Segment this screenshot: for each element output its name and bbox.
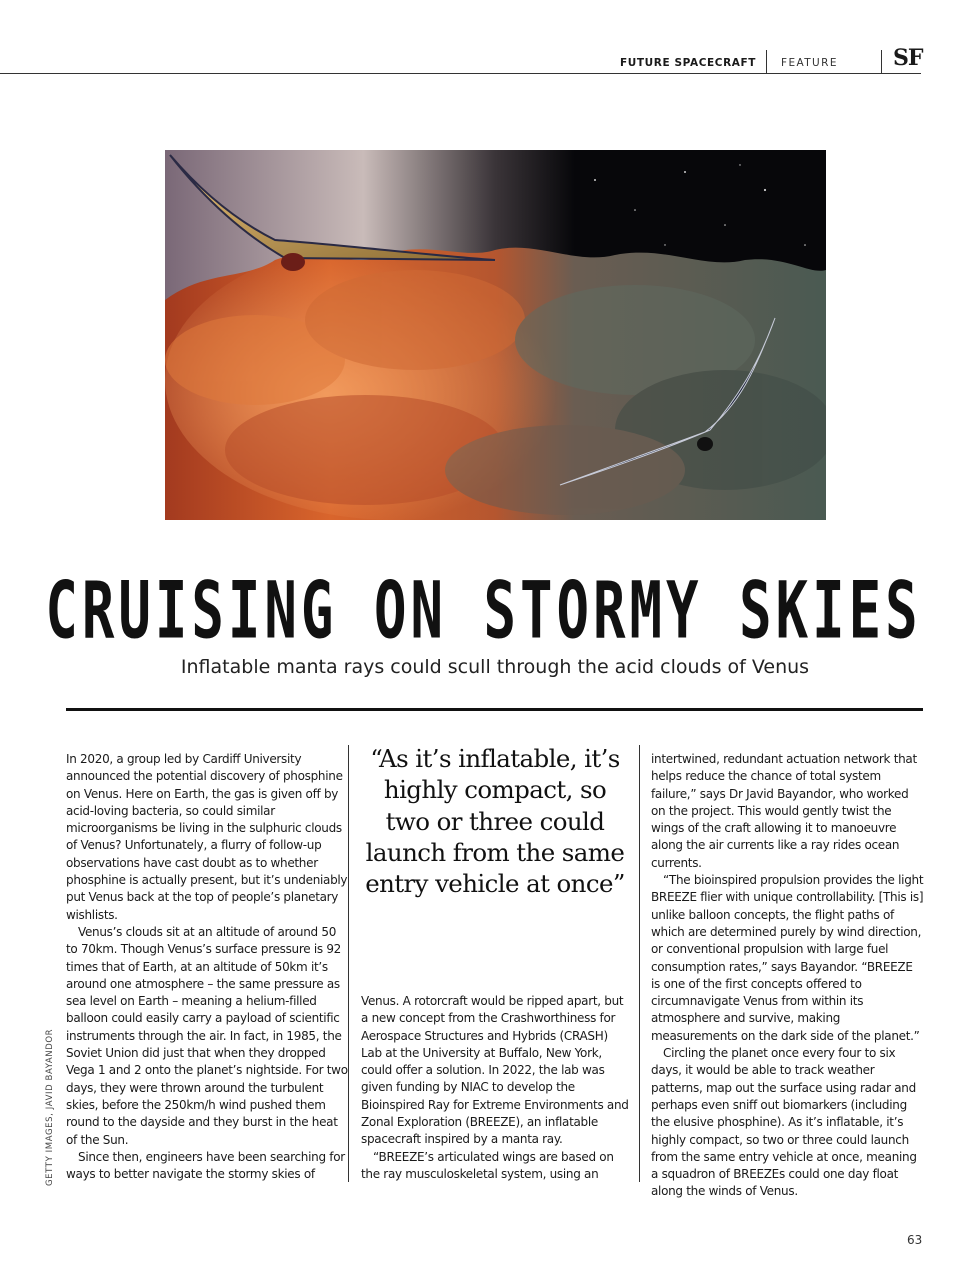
body-paragraph: Since then, engineers have been searching for ways to better navigate the stormy skies of: [66, 1149, 345, 1182]
hero-image: [165, 150, 826, 520]
header-divider: [881, 50, 882, 73]
body-paragraph: Venus’s clouds sit at an altitude of around 50 to 70km. Though Venus’s surface pressure is 92 times that of Earth, at an altitude of 50km it’s around one atmosphere – the same pressure as sea level on Earth – meaning a helium-filled balloon could easily carry a payload of scientific instruments through the air. In fact, in 1985, the Soviet Union did just that when they dropped Vega 1 and 2 onto the planet’s nightside. For two days, they were thrown around the turbulent skies, before the 250km/h wind pushed them round to the dayside and they burst in the heat of the Sun.: [66, 924, 348, 1147]
section-label: FUTURE SPACECRAFT: [620, 57, 757, 69]
body-paragraph: In 2020, a group led by Cardiff University announced the potential discovery of phosphine on Venus. Here on Earth, the gas is given off by acid-loving bacteria, so could similar microorganisms be living in the sulphuric clouds of Venus? Unfortunately, a flurry of follow-up observations have cast doubt as to whether phosphine is actually present, but it’s undeniably put Venus back at the top of people’s planetary wishlists.: [66, 752, 348, 922]
article-title: CRUISING ON STORMY SKIES: [45, 564, 922, 657]
magazine-logo: SF: [893, 45, 923, 71]
body-paragraph: “BREEZE’s articulated wings are based on the ray musculoskeletal system, using an: [361, 1149, 614, 1181]
body-paragraph: Circling the planet once every four to six days, it would be able to track weather patterns, map out the surface using radar and perhaps even sniff out biomarkers (including the elusive phosphine). As it’s inflatable, it’s highly compact, so two or three could launch from the same entry vehicle at once, meaning a squadron of BREEZEs could one day float along the winds of Venus.: [651, 1046, 917, 1199]
header-rule: [0, 73, 921, 74]
header-divider: [766, 50, 767, 73]
body-column-3: [651, 751, 924, 1201]
image-credit: GETTY IMAGES, JAVID BAYANDOR: [45, 1028, 55, 1186]
body-paragraph: “The bioinspired propulsion provides the light BREEZE flier with unique controllability. [This is] unlike balloon concepts, the flight paths of which are determined purely by wind direction, or conventional propulsion with large fuel consumption rates,” says Bayandor. “BREEZE is one of the first concepts offered to circumnavigate Venus from within its atmosphere and survive, making measurements on the dark side of the planet.”: [651, 873, 924, 1043]
body-column-1: [66, 751, 348, 1183]
column-rule: [639, 745, 640, 1182]
body-paragraph: Venus. A rotorcraft would be ripped apart, but a new concept from the Crashworthiness for Aerospace Structures and Hybrids (CRASH) Lab at the University at Buffalo, New York, could offer a solution. In 2022, the lab was given funding by NIAC to develop the Bioinspired Ray for Extreme Environments and Zonal Exploration (BREEZE), an inflatable spacecraft inspired by a manta ray.: [361, 994, 629, 1147]
feature-label: FEATURE: [781, 57, 838, 69]
column-rule: [348, 745, 349, 1182]
page-number: 63: [907, 1233, 923, 1247]
standfirst: Inflatable manta rays could scull through the acid clouds of Venus: [180, 656, 810, 678]
body-paragraph: intertwined, redundant actuation network that helps reduce the chance of total system failure,” says Dr Javid Bayandor, who worked on the project. This would gently twist the wings of the craft allowing it to manoeuvre along the air currents like a ray rides ocean currents.: [651, 752, 917, 870]
venus-clouds-illustration: [165, 150, 826, 520]
body-column-2: [361, 993, 629, 1183]
title-rule: [66, 708, 923, 711]
pull-quote: “As it’s inflatable, it’s highly compact, so two or three could launch from the same entry vehicle at once”: [365, 744, 625, 899]
